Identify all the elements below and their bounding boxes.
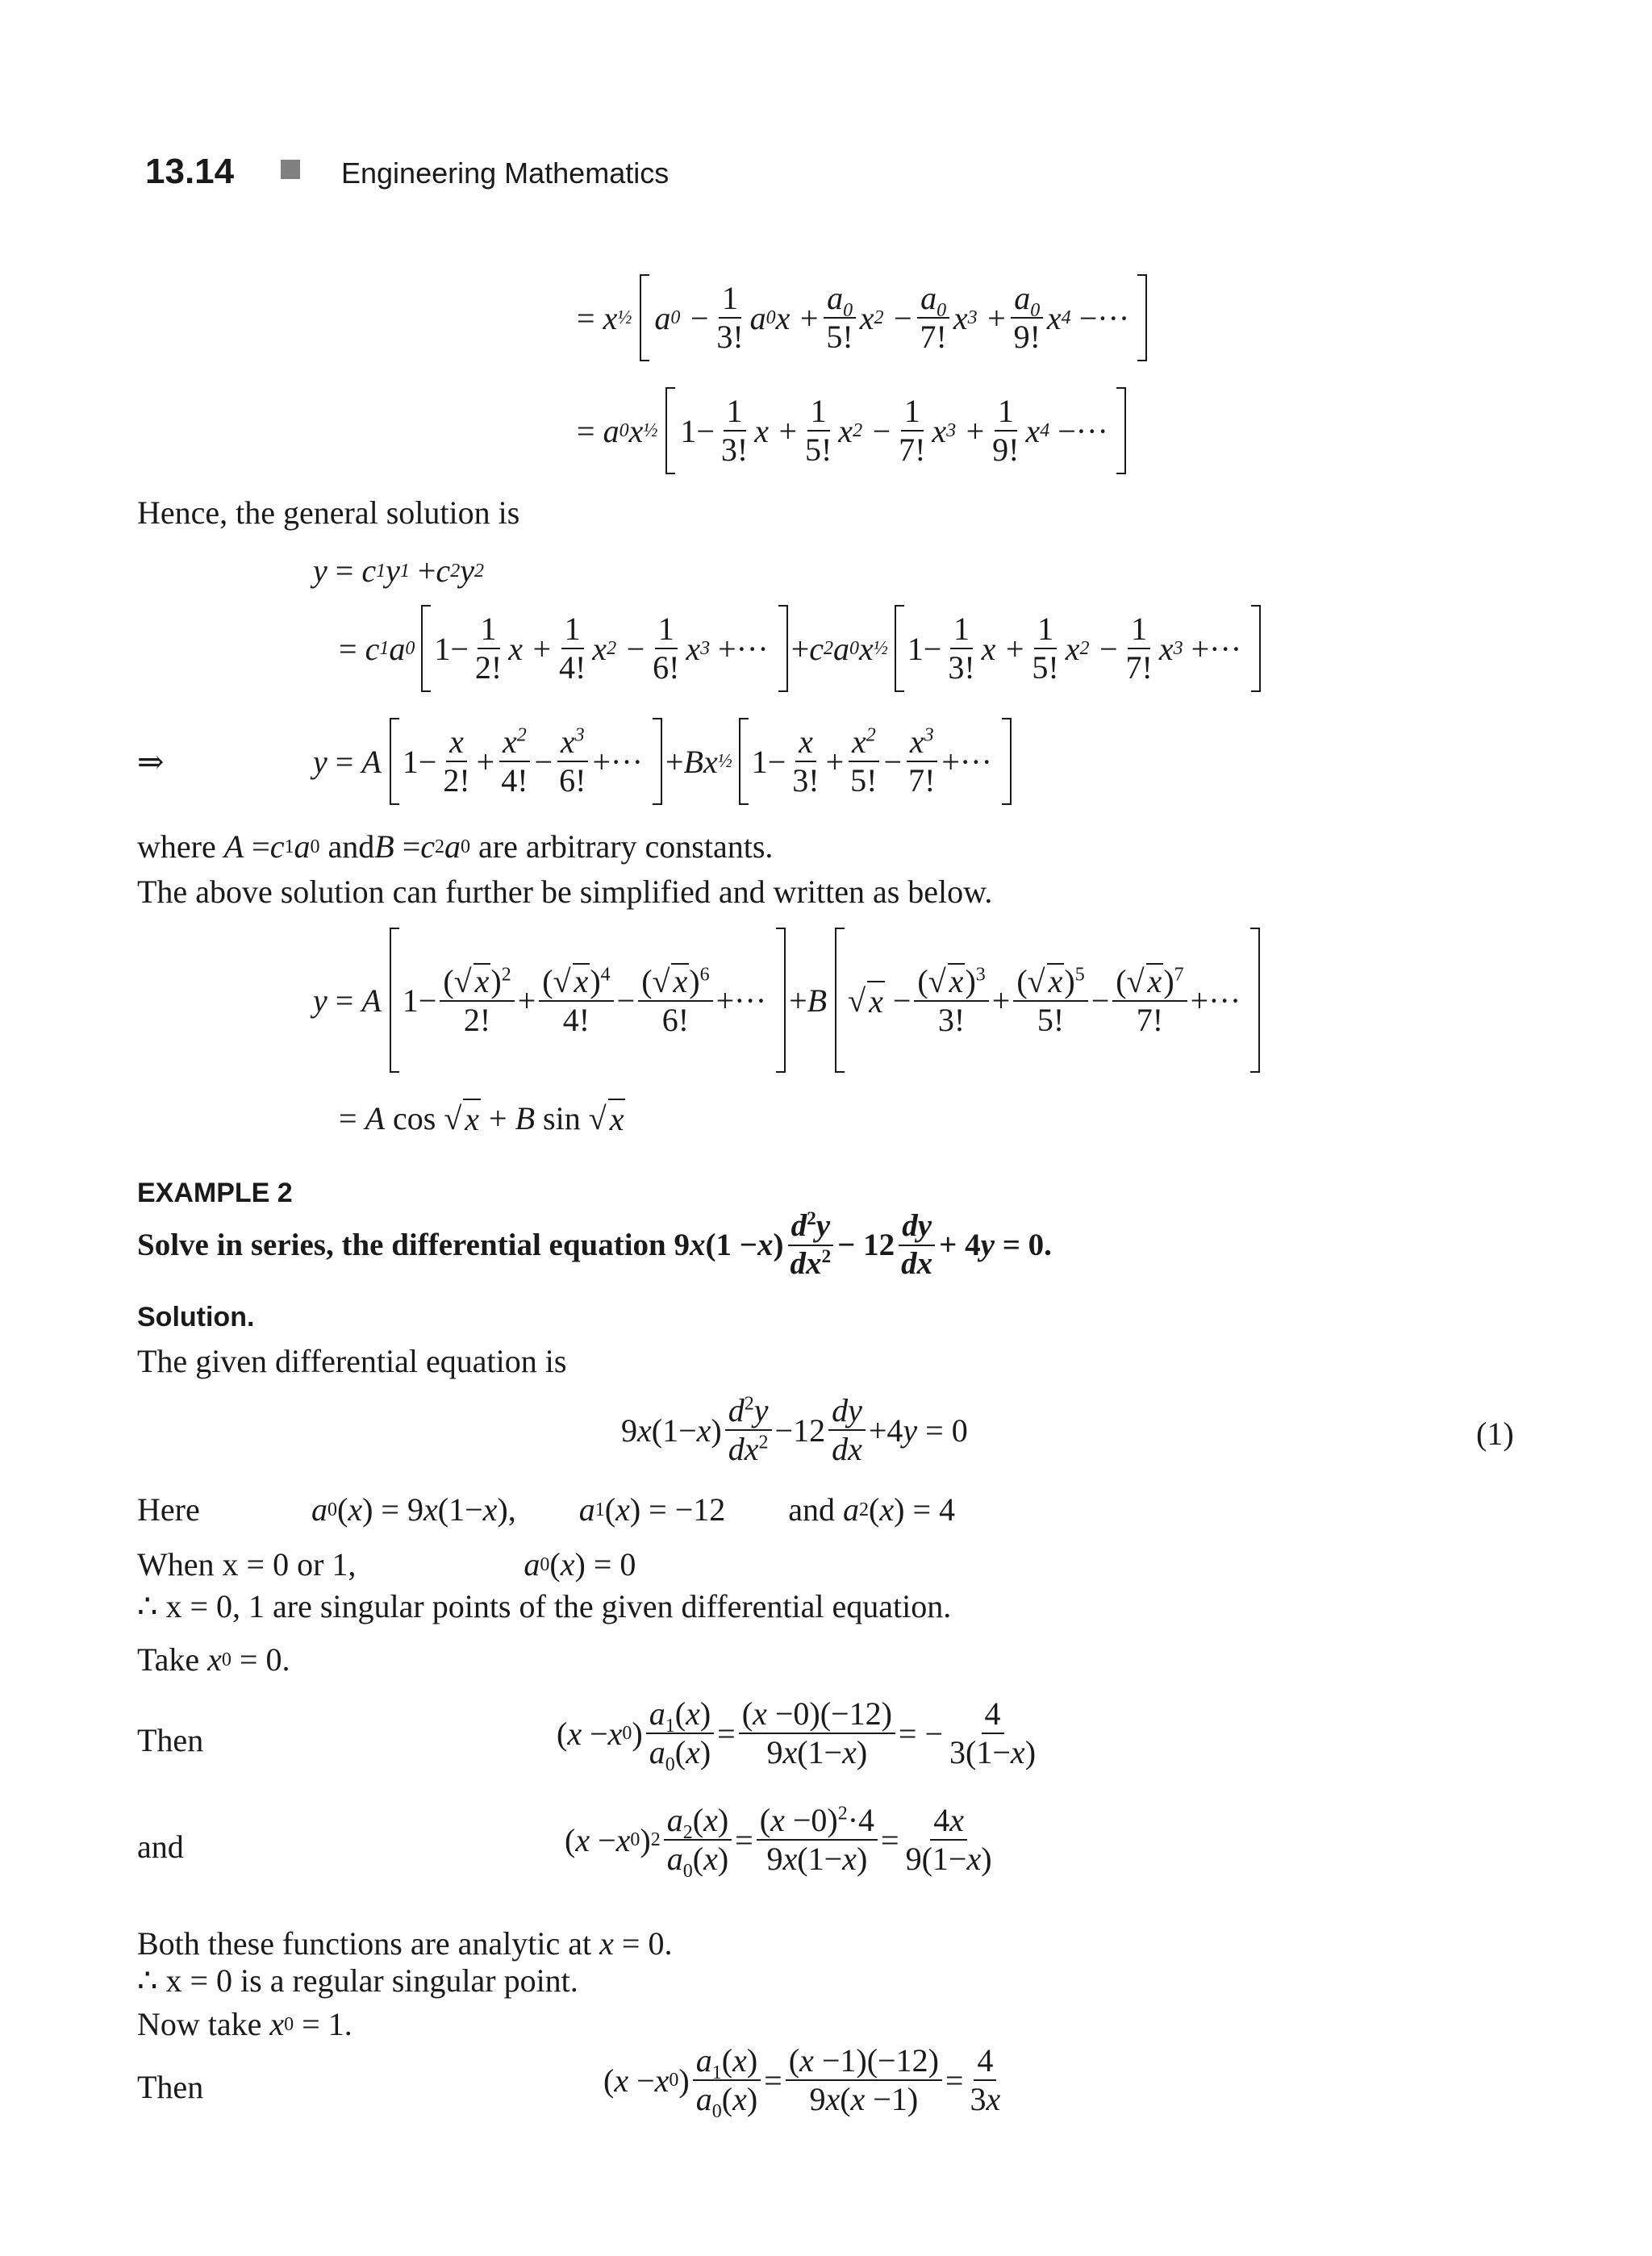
- coefficients-line: a 0 ( x ) = 9 x (1− x ), a 1 ( x ) = −12 and a 2 ( x ) = 4: [311, 1491, 956, 1528]
- general-solution-expanded: = c 1 a 0 1− $\frac{1}{2!}$ x + $\frac{1}{4!}$ x 2 − $\frac{1}{6!}$ x 3 +··· + c 2 a 0 x ½ 1− $\frac{1}{3!}$ x + $\frac{1}{5!}$ x 2 − $\frac{1}{7!}$ x 3 +···: [339, 605, 1261, 692]
- take-line: Take x 0 = 0.: [137, 1641, 290, 1678]
- analytic-line: Both these functions are analytic at x = 0.: [137, 1925, 673, 1962]
- solution-AB-form: y = A 1− $\frac{x}{2!}$ + $\frac{x^2}{4!}$ − $\frac{x^3}{6!}$ +··· + Bx ½ 1− $\frac{x}{3!}$ + $\frac{x^2}{5!}$ − $\frac{x^3}{7!}$ +···: [313, 718, 1012, 805]
- series-equation-1: = x ½ a 0 − $\frac{1}{3!}$ a 0 x + $\frac{a_0}{5!}$ x 2 − $\frac{a_0}{7!}$ x 3 + $\frac{a_0}{9!}$ x 4 −···: [577, 274, 1147, 361]
- solution-heading: Solution.: [137, 1302, 255, 1332]
- example-statement-text: Solve in series, the differential equation: [137, 1228, 666, 1263]
- solution-sqrt-form: y = A 1− $\frac{(√ x)^2}{2!}$ + $\frac{(√ x)^4}{4!}$ − $\frac{(√ x)^6}{6!}$ +··· + B √ x − $\frac{(√ x)^3}{3!}$ + $\frac{(√ x)^5}{5!}$ − $\frac{(√ x)^7}{7!}$ +···: [313, 928, 1260, 1073]
- now-take-word: Now take: [137, 2006, 262, 2042]
- when-line: When x = 0 or 1, a 0 ( x ) = 0: [137, 1546, 636, 1583]
- given-equation: 9 x (1− x ) $\frac{d^2y}{dx^2}$ −12 $\frac{dy}{dx}$ +4 y = 0: [621, 1392, 968, 1467]
- general-solution-line: y = c 1 y 1 + c 2 y 2: [313, 553, 484, 589]
- page-number: 13.14: [145, 152, 235, 191]
- analytic-text: Both these functions are analytic at: [137, 1925, 592, 1962]
- singular-points-text: ∴ x = 0, 1 are singular points of the given differential equation.: [137, 1588, 952, 1624]
- above-text: The above solution can further be simplified and written as below.: [137, 874, 993, 910]
- equation-number: (1): [1476, 1416, 1514, 1452]
- when-word: When: [137, 1546, 215, 1583]
- take-word: Take: [137, 1641, 200, 1678]
- when-condition: x = 0 or 1,: [222, 1546, 357, 1583]
- hence-text: Hence, the general solution is: [137, 494, 520, 531]
- p-function-x0-1: ( x − x 0 ) $\frac{a_1(x)}{a_0(x)}$ = $\frac{(x -1)(-12)}{9x(x -1)}$ = $\frac{4}{3x}$: [603, 2042, 1001, 2122]
- p-function-x0-0: ( x − x 0 ) $\frac{a_1(x)}{a_0(x)}$ = $\frac{(x -0)(-12)}{9x(1-x)}$ = − $\frac{4}{3(1-x)}$: [557, 1695, 1037, 1775]
- where-word: where: [137, 828, 216, 865]
- example-heading: EXAMPLE 2: [137, 1178, 293, 1208]
- book-title: Engineering Mathematics: [341, 156, 670, 190]
- then-label-2: Then: [137, 2069, 204, 2105]
- and-label: and: [137, 1829, 184, 1865]
- header-square-icon: [281, 160, 300, 179]
- implies-arrow: ⇒: [137, 744, 165, 780]
- where-rest: are arbitrary constants.: [478, 828, 774, 865]
- then-label-1: Then: [137, 1722, 204, 1758]
- given-text: The given differential equation is: [137, 1343, 567, 1379]
- regular-singular-text: ∴ x = 0 is a regular singular point.: [137, 1962, 578, 1999]
- final-solution: = A cos √ x + B sin √ x: [339, 1100, 624, 1137]
- example-statement: Solve in series, the differential equation 9 x (1 − x ) $\frac{d^2y}{dx^2}$ − 12 $\frac{dy}{dx}$ + 4 y = 0.: [137, 1208, 1052, 1281]
- series-equation-2: = a 0 x ½ 1− $\frac{1}{3!}$ x + $\frac{1}{5!}$ x 2 − $\frac{1}{7!}$ x 3 + $\frac{1}{9!}$ x 4 −···: [577, 387, 1126, 474]
- where-line: where A = c 1 a 0 and B = c 2 a 0 are arbitrary constants.: [137, 828, 774, 865]
- q-function-x0-0: ( x − x 0 ) 2 $\frac{a_2(x)}{a_0(x)}$ = $\frac{(x -0)^2\cdot 4}{9x(1-x)}$ = $\frac{4x}{9(1-x)}$: [565, 1802, 992, 1882]
- here-label: Here: [137, 1491, 200, 1528]
- now-take-line: Now take x 0 = 1.: [137, 2006, 353, 2042]
